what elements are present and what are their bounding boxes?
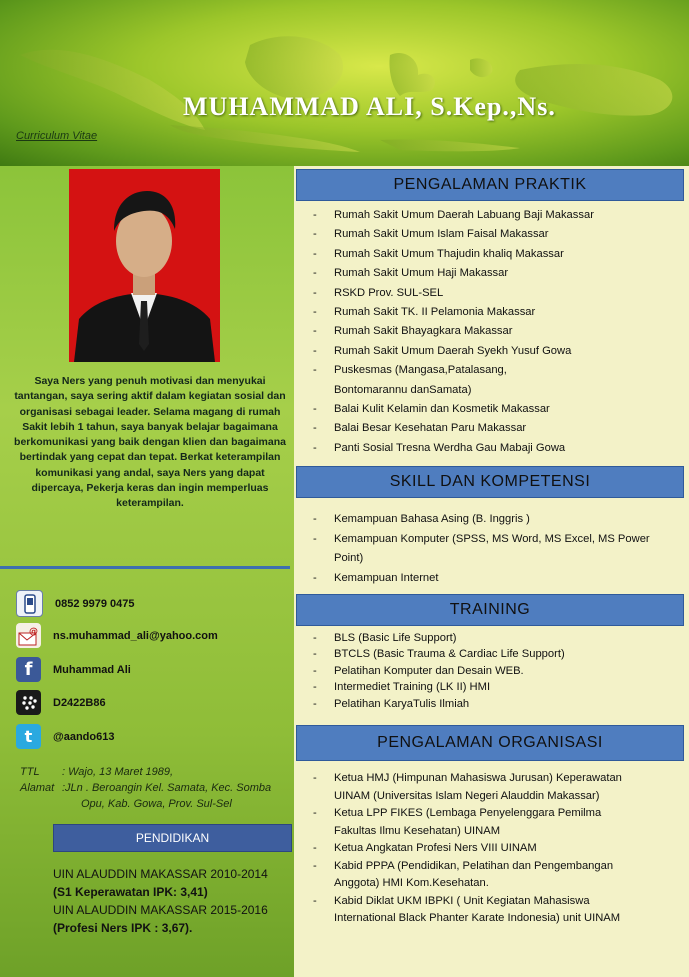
praktik-list <box>313 206 673 458</box>
list-item: - Ketua Angkatan Profesi Ners VIII UINAM <box>313 840 633 858</box>
organisasi-title: PENGALAMAN ORGANISASI <box>296 725 684 761</box>
twitter-handle[interactable]: @aando613 <box>53 730 115 743</box>
list-item: - Rumah Sakit Umum Haji Makassar <box>313 264 673 283</box>
skill-list <box>313 510 653 588</box>
header-banner <box>0 0 689 166</box>
list-item: - Rumah Sakit Umum Daerah Labuang Baji Makassar <box>313 206 673 225</box>
phone-icon <box>16 590 43 617</box>
list-item: - Balai Besar Kesehatan Paru Makassar <box>313 419 673 438</box>
pendidikan-list <box>53 865 268 937</box>
edu-line-2: (S1 Keperawatan IPK: 3,41) <box>53 885 208 899</box>
email-address[interactable]: ns.muhammad_ali@yahoo.com <box>53 629 218 642</box>
contact-facebook <box>16 657 131 682</box>
facebook-icon: f <box>16 657 41 682</box>
edu-line-4: (Profesi Ners IPK : 3,67). <box>53 921 193 935</box>
list-item: - Rumah Sakit TK. II Pelamonia Makassar <box>313 303 673 322</box>
list-item: - Kabid Diklat UKM IBPKI ( Unit Kegiatan Mahasiswa International Black Phanter Karate Indonesia) unit UINAM <box>313 893 633 928</box>
praktik-title: PENGALAMAN PRAKTIK <box>296 169 684 201</box>
bbm-pin[interactable]: D2422B86 <box>53 696 106 709</box>
contact-email <box>16 623 218 648</box>
alamat-value-line2: Opu, Kab. Gowa, Prov. Sul-Sel <box>81 798 232 810</box>
organisasi-list <box>313 770 633 928</box>
cv-label: Curriculum Vitae <box>16 130 98 142</box>
list-item: - Puskesmas (Mangasa,Patalasang, Bontomarannu danSamata) <box>313 361 554 400</box>
phone-number[interactable]: 0852 9979 0475 <box>55 597 135 610</box>
list-item: - Intermediet Training (LK II) HMI <box>313 679 673 695</box>
section-divider <box>0 566 290 569</box>
ttl-label: TTL <box>20 766 40 778</box>
edu-line-1: UIN ALAUDDIN MAKASSAR 2010-2014 <box>53 867 268 881</box>
list-item: - Pelatihan KaryaTulis Ilmiah <box>313 696 673 712</box>
training-title: TRAINING <box>296 594 684 626</box>
list-item: - BTCLS (Basic Trauma & Cardiac Life Support) <box>313 646 673 662</box>
list-item: - Rumah Sakit Umum Islam Faisal Makassar <box>313 225 673 244</box>
profile-summary: Saya Ners yang penuh motivasi dan menyukai tantangan, saya sering aktif dalam kegiatan sosial dan organisasi sebagai leader. Selama magang di rumah Sakit lebih 1 tahun, saya banyak belajar bagaimana berkomunikasi yang baik dengan klien dan bagaimana bertindak yang cepat dan tepat. Berkat keterampilan komunikasi yang andal, saya Ners yang dapat dipercaya, Pekerja keras dan ingin memperluas keterampilan. <box>14 375 286 510</box>
list-item: - Kemampuan Internet <box>313 569 653 589</box>
list-item: - Kemampuan Bahasa Asing (B. Inggris ) <box>313 510 653 530</box>
list-item: - Rumah Sakit Bhayagkara Makassar <box>313 322 673 341</box>
training-list <box>313 630 673 712</box>
personal-info <box>20 764 271 812</box>
svg-text:@: @ <box>28 626 38 637</box>
email-icon <box>16 623 41 648</box>
list-item: - RSKD Prov. SUL-SEL <box>313 284 673 303</box>
blackberry-icon <box>16 690 41 715</box>
full-name: MUHAMMAD ALI, S.Kep.,Ns. <box>183 92 556 121</box>
skill-title: SKILL DAN KOMPETENSI <box>296 466 684 498</box>
profile-photo <box>69 169 220 362</box>
alamat-label: Alamat <box>20 782 55 794</box>
list-item: - Kemampuan Komputer (SPSS, MS Word, MS Excel, MS Power Point) <box>313 530 653 569</box>
contact-twitter <box>16 724 114 749</box>
contact-phone <box>16 590 135 617</box>
facebook-name[interactable]: Muhammad Ali <box>53 663 131 676</box>
list-item: - Kabid PPPA (Pendidikan, Pelatihan dan Pengembangan Anggota) HMI Kom.Kesehatan. <box>313 858 633 893</box>
twitter-icon: t <box>16 724 41 749</box>
list-item: - Panti Sosial Tresna Werdha Gau Mabaji Gowa <box>313 439 673 458</box>
indonesia-map-graphic <box>0 0 689 166</box>
alamat-value: :JLn . Beroangin Kel. Samata, Kec. Somba <box>62 782 272 794</box>
ttl-value: : Wajo, 13 Maret 1989, <box>62 766 174 778</box>
list-item: - Pelatihan Komputer dan Desain WEB. <box>313 663 673 679</box>
pendidikan-title: PENDIDIKAN <box>53 824 292 852</box>
list-item: - Balai Kulit Kelamin dan Kosmetik Makassar <box>313 400 673 419</box>
list-item: - BLS (Basic Life Support) <box>313 630 673 646</box>
edu-line-3: UIN ALAUDDIN MAKASSAR 2015-2016 <box>53 903 268 917</box>
list-item: - Rumah Sakit Umum Daerah Syekh Yusuf Gowa <box>313 342 673 361</box>
list-item: - Ketua LPP FIKES (Lembaga Penyelenggara Pemilma Fakultas Ilmu Kesehatan) UINAM <box>313 805 633 840</box>
list-item: - Rumah Sakit Umum Thajudin khaliq Makassar <box>313 245 673 264</box>
list-item: - Ketua HMJ (Himpunan Mahasiswa Jurusan) Keperawatan UINAM (Universitas Islam Negeri Alauddin Makassar) <box>313 770 633 805</box>
contact-bbm <box>16 690 106 715</box>
